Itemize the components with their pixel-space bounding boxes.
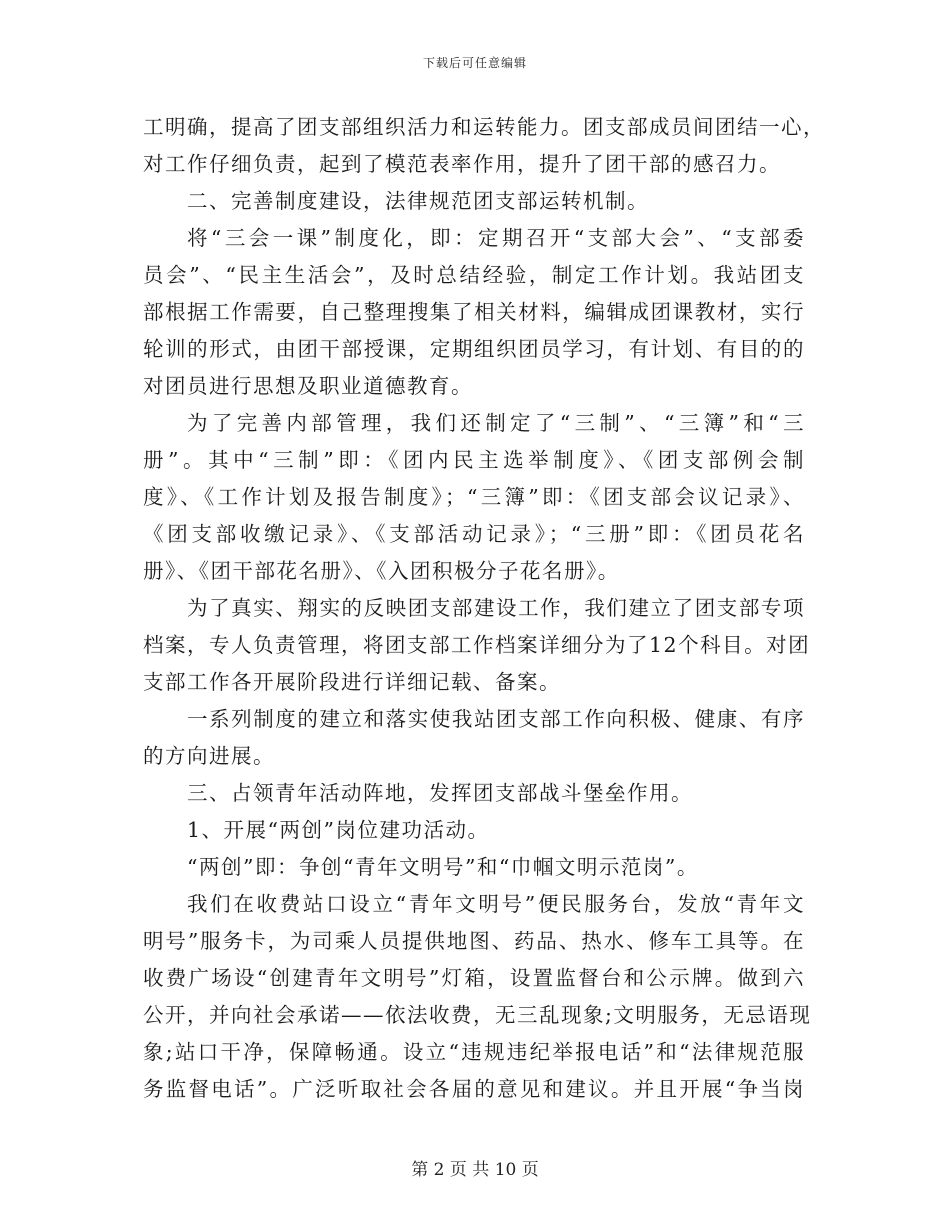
text-line: 对团员进行思想及职业道德教育。 (143, 374, 473, 398)
text-line: 度》、《工作计划及报告制度》；“三簿”即：《团支部会议记录》、 (143, 485, 805, 509)
text-line: 为了真实、翔实的反映团支部建设工作，我们建立了团支部专项 (187, 596, 805, 620)
section-heading: 三、占领青年活动阵地，发挥团支部战斗堡垒作用。 (187, 781, 693, 805)
text-line: 轮训的形式，由团干部授课，定期组织团员学习，有计划、有目的的 (143, 337, 805, 361)
text-line: 对工作仔细负责，起到了模范表率作用，提升了团干部的感召力。 (143, 152, 781, 176)
page-footer: 第 2 页 共 10 页 (411, 1160, 539, 1180)
text-line: “两创”即：争创“青年文明号”和“巾帼文明示范岗”。 (187, 855, 699, 879)
text-line: 明号”服务卡，为司乘人员提供地图、药品、热水、修车工具等。在 (143, 929, 805, 953)
text-line: 收费广场设“创建青年文明号”灯箱，设置监督台和公示牌。做到六 (143, 966, 805, 990)
page-header: 下载后可任意编辑 (422, 56, 527, 70)
document-body (143, 109, 825, 1108)
text-line: 的方向进展。 (143, 744, 275, 768)
text-line: 一系列制度的建立和落实使我站团支部工作向积极、健康、有序 (187, 707, 805, 731)
text-line: 册”。其中“三制”即：《团内民主选举制度》、《团支部例会制 (143, 448, 805, 472)
text-line: 部根据工作需要，自己整理搜集了相关材料，编辑成团课教材，实行 (143, 300, 805, 324)
text-line: 册》、《团干部花名册》、《入团积极分子花名册》。 (143, 559, 620, 583)
text-line: 象;站口干净，保障畅通。设立“违规违纪举报电话”和“法律规范服 (143, 1040, 805, 1064)
text-line: 务监督电话”。广泛听取社会各届的意见和建议。并且开展“争当岗 (143, 1077, 805, 1101)
subsection-heading: 1、开展“两创”岗位建功活动。 (187, 818, 490, 842)
text-line: 将“三会一课”制度化，即：定期召开“支部大会”、“支部委 (187, 226, 805, 250)
text-line: 档案，专人负责管理，将团支部工作档案详细分为了12个科目。对团 (143, 633, 811, 657)
text-line: 支部工作各开展阶段进行详细记载、备案。 (143, 670, 561, 694)
text-line: 员会”、“民主生活会”，及时总结经验，制定工作计划。我站团支 (143, 263, 805, 287)
text-line: 为了完善内部管理，我们还制定了“三制”、“三簿”和“三 (187, 411, 805, 435)
text-line: 工明确，提高了团支部组织活力和运转能力。团支部成员间团结一心， (143, 115, 825, 139)
text-line: 我们在收费站口设立“青年文明号”便民服务台，发放“青年文 (187, 892, 805, 916)
section-heading: 二、完善制度建设，法律规范团支部运转机制。 (187, 189, 649, 213)
text-line: 《团支部收缴记录》、《支部活动记录》；“三册”即：《团员花名 (143, 522, 805, 546)
text-line: 公开，并向社会承诺——依法收费，无三乱现象;文明服务，无忌语现 (143, 1003, 812, 1027)
